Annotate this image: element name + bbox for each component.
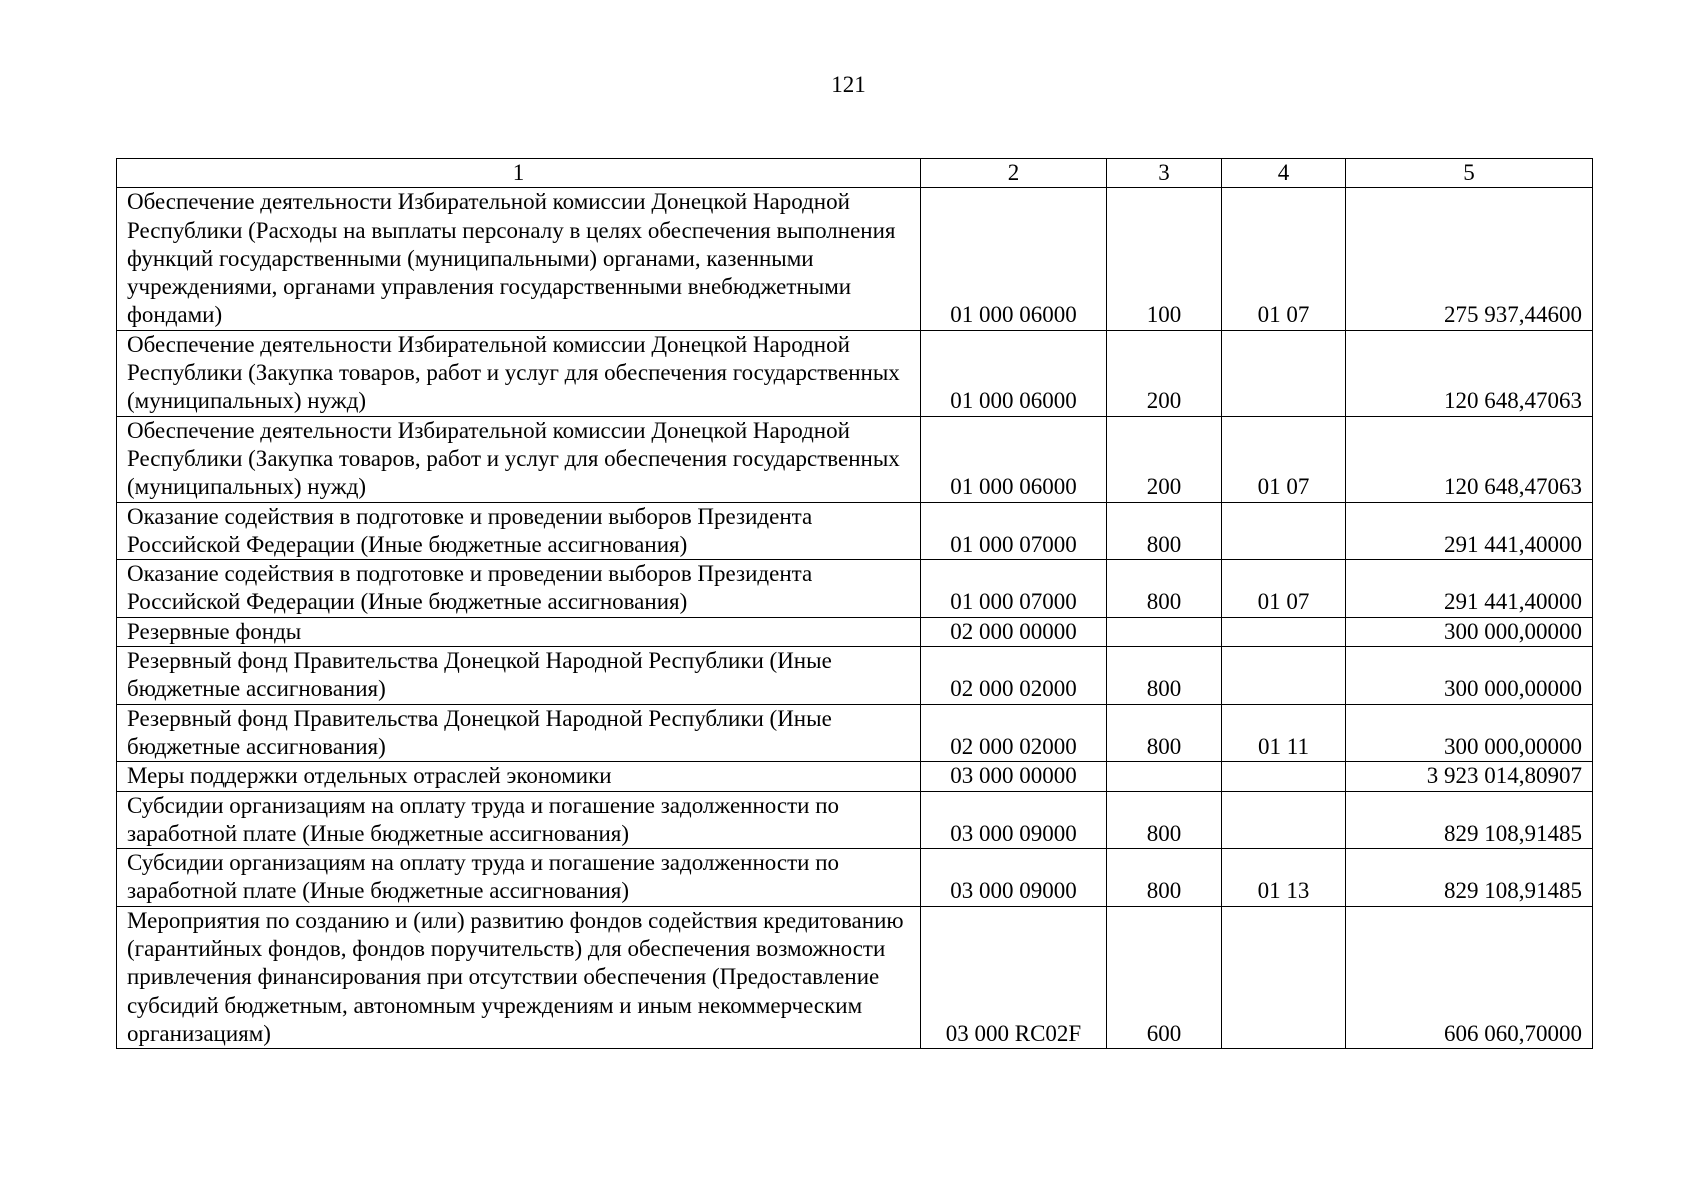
row-section: 01 13: [1222, 849, 1346, 907]
row-target-code: 03 000 09000: [921, 849, 1107, 907]
table-row: [117, 849, 1593, 907]
row-expense-type: [1107, 617, 1222, 646]
row-section: [1222, 502, 1346, 560]
row-name: Резервные фонды: [117, 617, 921, 646]
row-expense-type: 800: [1107, 704, 1222, 762]
row-expense-type: 800: [1107, 849, 1222, 907]
table-row: [117, 502, 1593, 560]
row-expense-type: 800: [1107, 791, 1222, 849]
row-expense-type: 800: [1107, 647, 1222, 705]
row-amount: 300 000,00000: [1346, 704, 1593, 762]
row-section: [1222, 617, 1346, 646]
header-col-2: 2: [921, 159, 1107, 188]
page-number: 121: [831, 72, 866, 97]
header-col-3: 3: [1107, 159, 1222, 188]
row-amount: 291 441,40000: [1346, 502, 1593, 560]
row-section: [1222, 791, 1346, 849]
table-row: [117, 188, 1593, 330]
row-name: Резервный фонд Правительства Донецкой Народной Республики (Иные бюджетные ассигнования): [117, 647, 921, 705]
row-name: Мероприятия по созданию и (или) развитию фондов содействия кредитованию (гарантийных фондов, фондов поручительств) для обеспечения возможности привлечения финансирования при отсутствии обеспечения (Предоставление субсидий бюджетным, автономным учреждениям и иным некоммерческим организациям): [117, 906, 921, 1048]
table-row: [117, 330, 1593, 416]
row-target-code: 03 000 RC02F: [921, 906, 1107, 1048]
table-row: [117, 704, 1593, 762]
row-target-code: 01 000 06000: [921, 416, 1107, 502]
header-col-5: 5: [1346, 159, 1593, 188]
row-section: 01 07: [1222, 560, 1346, 618]
row-name: Обеспечение деятельности Избирательной комиссии Донецкой Народной Республики (Закупка товаров, работ и услуг для обеспечения государственных (муниципальных) нужд): [117, 416, 921, 502]
row-name: Оказание содействия в подготовке и проведении выборов Президента Российской Федерации (Иные бюджетные ассигнования): [117, 502, 921, 560]
row-section: 01 11: [1222, 704, 1346, 762]
row-section: [1222, 906, 1346, 1048]
row-amount: 829 108,91485: [1346, 791, 1593, 849]
row-section: [1222, 647, 1346, 705]
row-target-code: 02 000 00000: [921, 617, 1107, 646]
row-expense-type: 100: [1107, 188, 1222, 330]
table-body: [117, 188, 1593, 1049]
row-target-code: 01 000 07000: [921, 560, 1107, 618]
row-name: Обеспечение деятельности Избирательной комиссии Донецкой Народной Республики (Закупка товаров, работ и услуг для обеспечения государственных (муниципальных) нужд): [117, 330, 921, 416]
row-expense-type: 800: [1107, 560, 1222, 618]
row-target-code: 01 000 06000: [921, 188, 1107, 330]
table-row: [117, 617, 1593, 646]
row-expense-type: 200: [1107, 330, 1222, 416]
row-amount: 300 000,00000: [1346, 647, 1593, 705]
table-header-row: [117, 159, 1593, 188]
header-col-4: 4: [1222, 159, 1346, 188]
row-amount: 606 060,70000: [1346, 906, 1593, 1048]
row-expense-type: 200: [1107, 416, 1222, 502]
row-section: [1222, 762, 1346, 791]
table-row: [117, 906, 1593, 1048]
row-name: Меры поддержки отдельных отраслей экономики: [117, 762, 921, 791]
row-amount: 300 000,00000: [1346, 617, 1593, 646]
row-amount: 829 108,91485: [1346, 849, 1593, 907]
table-row: [117, 647, 1593, 705]
row-target-code: 01 000 07000: [921, 502, 1107, 560]
row-section: [1222, 330, 1346, 416]
header-col-1: 1: [117, 159, 921, 188]
row-name: Обеспечение деятельности Избирательной комиссии Донецкой Народной Республики (Расходы на выплаты персоналу в целях обеспечения выполнения функций государственными (муниципальными) органами, казенными учреждениями, органами управления государственными внебюджетными фондами): [117, 188, 921, 330]
row-section: 01 07: [1222, 188, 1346, 330]
row-expense-type: 600: [1107, 906, 1222, 1048]
row-amount: 291 441,40000: [1346, 560, 1593, 618]
row-target-code: 03 000 00000: [921, 762, 1107, 791]
table-row: [117, 762, 1593, 791]
row-section: 01 07: [1222, 416, 1346, 502]
row-name: Субсидии организациям на оплату труда и погашение задолженности по заработной плате (Иные бюджетные ассигнования): [117, 791, 921, 849]
row-expense-type: 800: [1107, 502, 1222, 560]
row-amount: 3 923 014,80907: [1346, 762, 1593, 791]
row-target-code: 03 000 09000: [921, 791, 1107, 849]
row-target-code: 02 000 02000: [921, 647, 1107, 705]
budget-table: [116, 158, 1593, 1049]
table-row: [117, 560, 1593, 618]
row-amount: 120 648,47063: [1346, 330, 1593, 416]
table-row: [117, 416, 1593, 502]
row-name: Резервный фонд Правительства Донецкой Народной Республики (Иные бюджетные ассигнования): [117, 704, 921, 762]
table-row: [117, 791, 1593, 849]
row-name: Оказание содействия в подготовке и проведении выборов Президента Российской Федерации (Иные бюджетные ассигнования): [117, 560, 921, 618]
row-name: Субсидии организациям на оплату труда и погашение задолженности по заработной плате (Иные бюджетные ассигнования): [117, 849, 921, 907]
row-expense-type: [1107, 762, 1222, 791]
row-amount: 120 648,47063: [1346, 416, 1593, 502]
row-amount: 275 937,44600: [1346, 188, 1593, 330]
row-target-code: 01 000 06000: [921, 330, 1107, 416]
row-target-code: 02 000 02000: [921, 704, 1107, 762]
